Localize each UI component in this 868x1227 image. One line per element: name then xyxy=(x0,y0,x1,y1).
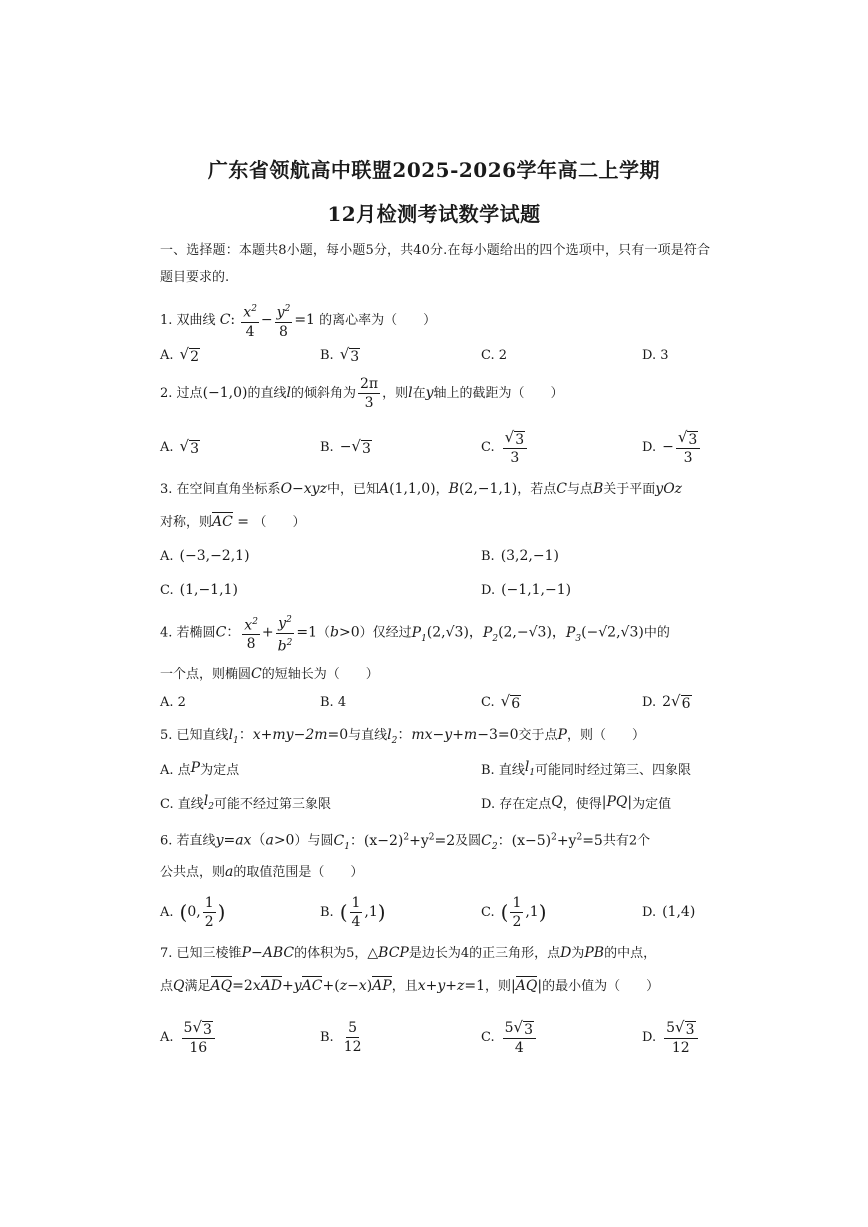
option-d[interactable]: D. (1,4) xyxy=(642,904,696,920)
option-a[interactable]: A. 2 xyxy=(160,694,186,710)
option-c[interactable]: C. √ 3 3 xyxy=(481,425,529,469)
question-1: 1. 双曲线 C: $\frac{x^2}{4}$ − $\frac{y^2}{8}$ =1 的离心率为（ ） xyxy=(160,300,715,341)
option-c[interactable]: C. 2 xyxy=(481,347,508,363)
option-b[interactable]: B. ( $\frac{1}{4}$ ,1 ) xyxy=(320,894,386,930)
section-instructions: 一、选择题：本题共8小题，每小题5分，共40分.在每小题给出的四个选项中，只有一项是符合题目要求的. xyxy=(160,243,710,285)
option-b[interactable]: B. $\frac{5}{12}$ xyxy=(320,1019,362,1055)
options-q2 xyxy=(160,425,720,469)
option-b[interactable]: B. (3,2,−1) xyxy=(481,548,559,564)
option-d[interactable]: D. − √ 3 3 xyxy=(642,425,702,469)
question-4-cont: 一个点，则椭圆C的短轴长为（ ） xyxy=(160,666,379,682)
option-d[interactable]: D. 5 √ 3 12 xyxy=(642,1015,700,1059)
options-q5-row2 xyxy=(160,780,720,824)
option-c[interactable]: C. (1,−1,1) xyxy=(160,582,238,598)
option-b[interactable]: B. 4 xyxy=(320,694,347,710)
option-d[interactable]: D. 存在定点 Q ，使得 |PQ| 为定值 xyxy=(481,794,672,812)
option-a[interactable]: A. (−3,−2,1) xyxy=(160,548,250,564)
question-5: 5. 已知直线$l_1$：x+my−2m=0与直线$l_2$：mx−y+m−3=0交于点P，则（ ） xyxy=(160,727,645,746)
option-d[interactable]: D. (−1,1,−1) xyxy=(481,582,572,598)
question-4: 4. 若椭圆C： $\frac{x^2}{8}$ + $\frac{y^2}{b^2}$ =1（b>0）仅经过$P_1(2,√3)$，$P_2(2,-√3)$，$P_3(-√2,√3)$中的 xyxy=(160,611,715,658)
question-number: 1. xyxy=(160,312,173,328)
option-d[interactable]: D. 3 xyxy=(642,347,669,363)
option-c[interactable]: C. 直线 $l_2$ 可能不经过第三象限 xyxy=(160,792,331,812)
options-q6 xyxy=(160,890,720,934)
options-q3-row2 xyxy=(160,568,720,612)
option-c[interactable]: C. ( $\frac{1}{2}$ ,1 ) xyxy=(481,894,547,930)
question-text: 双曲线 xyxy=(176,312,216,328)
question-3: 3. 在空间直角坐标系O−xyz中，已知A(1,1,0)，B(2,−1,1)，若点C与点B关于平面yOz xyxy=(160,481,683,497)
option-a[interactable]: A. √ 3 xyxy=(160,437,200,457)
option-c[interactable]: C. 5 √ 3 4 xyxy=(481,1015,538,1059)
option-b[interactable]: B. √ 3 xyxy=(320,345,360,365)
question-6-cont: 公共点，则a的取值范围是（ ） xyxy=(160,864,364,880)
option-a[interactable]: A. √ 2 xyxy=(160,345,200,365)
option-a[interactable]: A. 5 √ 3 16 xyxy=(160,1015,217,1059)
option-a[interactable]: A. 点 P 为定点 xyxy=(160,760,240,778)
options-q7 xyxy=(160,1015,720,1059)
question-7-cont: 点Q满足AQ=2xAD+yAC+(z−x)AP，且x+y+z=1，则|AQ|的最小值为（ ） xyxy=(160,978,660,994)
question-text: 的离心率为（ ） xyxy=(319,312,437,328)
option-b[interactable]: B. 直线 $l_1$ 可能同时经过第三、四象限 xyxy=(481,758,692,778)
options-q1 xyxy=(160,333,720,377)
option-c[interactable]: C. √ 6 xyxy=(481,692,521,712)
exam-title-line1: 广东省领航高中联盟2025-2026学年高二上学期 xyxy=(207,158,661,182)
question-6: 6. 若直线y=ax（a>0）与圆$C_1$：$(x-2)^2+y^2=2$及圆$C_2$：$(x-5)^2+y^2=5$共有2个 xyxy=(160,832,651,852)
option-a[interactable]: A. ( 0, $\frac{1}{2}$ ) xyxy=(160,894,226,930)
options-q4 xyxy=(160,680,720,724)
option-b[interactable]: B. − √ 3 xyxy=(320,437,371,457)
question-7: 7. 已知三棱锥P−ABC的体积为5，△BCP是边长为4的正三角形，点D为PB的中点， xyxy=(160,945,657,961)
option-d[interactable]: D. 2 √ 6 xyxy=(642,692,691,712)
question-2: 2. 过点(−1,0)的直线l的倾斜角为 $\frac{2\pi}{3}$ ，则l在y轴上的截距为（ ） xyxy=(160,376,564,411)
exam-title-line2: 12月检测考试数学试题 xyxy=(327,202,541,226)
question-3-cont: 对称，则AC = （ ） xyxy=(160,514,306,530)
